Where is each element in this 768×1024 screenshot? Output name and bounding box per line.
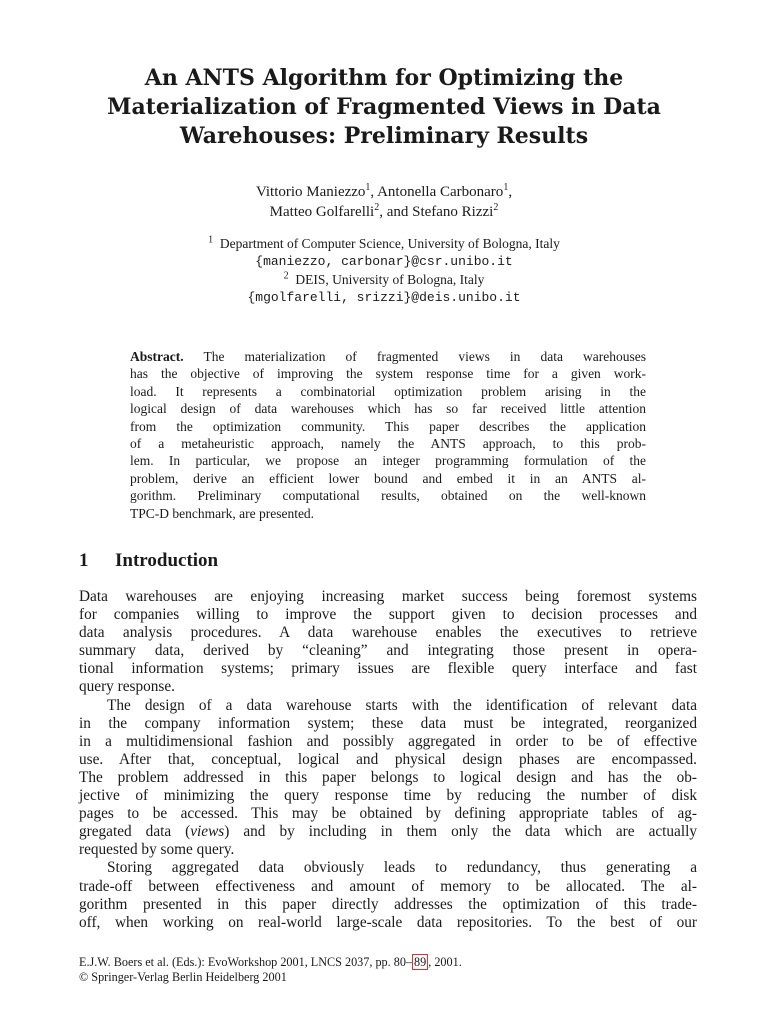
emphasis-views: views bbox=[190, 823, 225, 841]
section-title: Introduction bbox=[115, 550, 219, 571]
author-line bbox=[60, 182, 708, 202]
abstract bbox=[130, 348, 646, 522]
abstract-line bbox=[130, 348, 646, 365]
title-line: An ANTS Algorithm for Optimizing the bbox=[144, 65, 624, 91]
body-line: in a multidimensional fashion and possibly aggregated in order to be of effective bbox=[79, 732, 697, 750]
section-number: 1 bbox=[79, 550, 89, 571]
body-line: jective of minimizing the query response time by reducing the number of disk bbox=[79, 787, 697, 805]
body-line: for companies willing to improve the support given to decision processes and bbox=[79, 606, 697, 624]
author-name: Vittorio Maniezzo bbox=[255, 184, 366, 200]
abstract-line: logical design of data warehouses which has so far received little attention bbox=[130, 401, 646, 417]
author-line bbox=[60, 202, 708, 222]
body-line: Data warehouses are enjoying increasing market success being foremost systems bbox=[79, 588, 697, 605]
abstract-line: from the optimization community. This paper describes the application bbox=[130, 418, 646, 434]
affiliation-number: 1 bbox=[208, 234, 214, 246]
body-text bbox=[79, 588, 697, 932]
affiliation-marker: 1 bbox=[365, 182, 371, 193]
abstract-label: Abstract. bbox=[130, 349, 184, 364]
body-line: The problem addressed in this paper belongs to logical design and has the ob- bbox=[79, 768, 697, 786]
body-line: pages to be accessed. This may be obtained by defining appropriate tables of ag- bbox=[79, 805, 697, 823]
author-separator: , bbox=[508, 184, 513, 200]
abstract-line: load. It represents a combinatorial optimization problem arising in the bbox=[130, 383, 646, 399]
title-line: Materialization of Fragmented Views in Data bbox=[107, 94, 661, 120]
affiliation-1 bbox=[60, 235, 708, 253]
body-text-fragment: ) and by including in them only the data which are actually bbox=[224, 823, 697, 841]
body-line: requested by some query. bbox=[79, 841, 235, 859]
body-line: summary data, derived by “cleaning” and integrating those present in opera- bbox=[79, 642, 697, 660]
body-line: gorithm presented in this paper directly addresses the optimization of this trade- bbox=[79, 895, 697, 913]
abstract-line: lem. In particular, we propose an integer programming formulation of the bbox=[130, 453, 646, 469]
abstract-line: problem, derive an efficient lower bound and embed it in an ANTS al- bbox=[130, 470, 646, 486]
author-name: , and Stefano Rizzi bbox=[379, 204, 494, 220]
body-line: The design of a data warehouse starts with the identification of relevant data bbox=[107, 696, 697, 714]
affiliations bbox=[60, 235, 708, 307]
body-line: use. After that, conceptual, logical and physical design phases are encompassed. bbox=[79, 750, 697, 768]
author-name: , Antonella Carbonaro bbox=[370, 184, 504, 200]
body-line: query response. bbox=[79, 678, 176, 696]
author-name: Matteo Golfarelli bbox=[269, 204, 375, 220]
email-1[interactable]: {maniezzo, carbonar}@csr.unibo.it bbox=[255, 254, 513, 269]
body-line: in the company information system; these data must be integrated, reorganized bbox=[79, 714, 697, 732]
page-link[interactable]: 89 bbox=[414, 955, 427, 969]
citation-line bbox=[79, 955, 462, 970]
email-2[interactable]: {mgolfarelli, srizzi}@deis.unibo.it bbox=[247, 290, 521, 305]
body-line: data analysis procedures. A data warehouse enables the executives to retrieve bbox=[79, 624, 697, 642]
abstract-text: The materialization of fragmented views in data warehouses bbox=[203, 349, 646, 364]
copyright-line: © Springer-Verlag Berlin Heidelberg 2001 bbox=[79, 970, 287, 984]
affiliation-number: 2 bbox=[283, 270, 289, 282]
body-text-fragment: gregated data ( bbox=[79, 823, 191, 841]
affiliation-text: Department of Computer Science, University of Bologna, Italy bbox=[219, 236, 560, 251]
body-line bbox=[79, 823, 697, 841]
body-line: off, when working on real-world large-scale data repositories. To the best of our bbox=[79, 913, 697, 931]
author-list bbox=[60, 182, 708, 222]
publication-footer bbox=[79, 955, 462, 985]
paper-title bbox=[60, 64, 708, 151]
abstract-line: TPC-D benchmark, are presented. bbox=[130, 505, 315, 521]
body-line: tional information systems; primary issues are flexible query interface and fast bbox=[79, 660, 697, 678]
section-heading bbox=[79, 550, 218, 572]
affiliation-marker: 1 bbox=[503, 182, 509, 193]
citation-text: E.J.W. Boers et al. (Eds.): EvoWorkshop 2001, LNCS 2037, pp. 80– bbox=[79, 955, 413, 969]
abstract-line: has the objective of improving the system response time for a given work- bbox=[130, 366, 646, 382]
affiliation-2 bbox=[60, 271, 708, 289]
affiliation-marker: 2 bbox=[374, 202, 380, 213]
affiliation-text: DEIS, University of Bologna, Italy bbox=[295, 272, 485, 287]
citation-text: , 2001. bbox=[428, 955, 462, 969]
title-line: Warehouses: Preliminary Results bbox=[179, 123, 589, 149]
affiliation-marker: 2 bbox=[493, 202, 499, 213]
body-line: Storing aggregated data obviously leads to redundancy, thus generating a bbox=[107, 859, 697, 877]
abstract-line: gorithm. Preliminary computational results, obtained on the well-known bbox=[130, 488, 646, 504]
abstract-line: of a metaheuristic approach, namely the ANTS approach, to this prob- bbox=[130, 436, 646, 452]
body-line: trade-off between effectiveness and amount of memory to be allocated. The al- bbox=[79, 877, 697, 895]
